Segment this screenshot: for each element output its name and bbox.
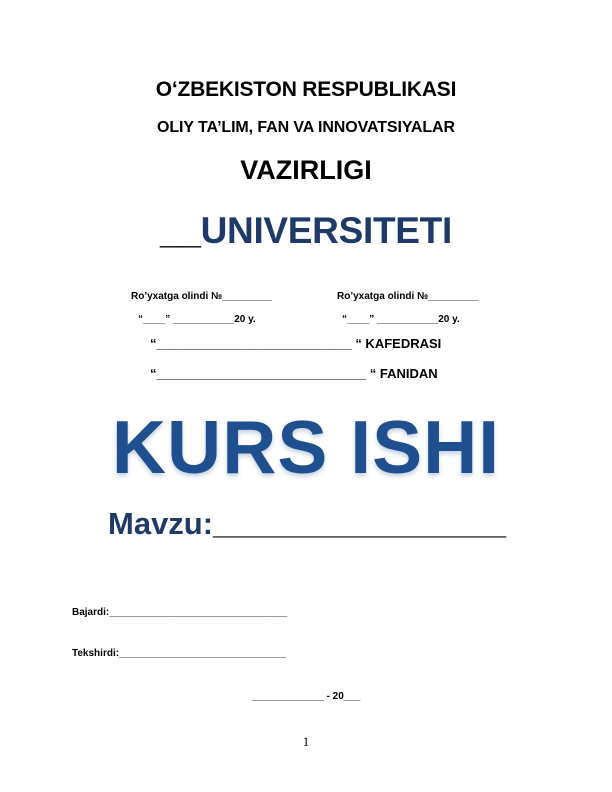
topic-line [108, 506, 506, 542]
ministry-heading: OLIY TA’LIM, FAN VA INNOVATSIYALAR [157, 119, 455, 136]
registration-number-right: Ro’yxatga olindi №_________ [337, 291, 479, 302]
topic-blank: _________________ [213, 506, 507, 541]
registration-date-left: “____” ___________20 y. [138, 314, 256, 325]
university-word: UNIVERSITETI [200, 210, 452, 251]
country-heading: O‘ZBEKISTON RESPUBLIKASI [155, 78, 457, 101]
year-line: _____________ - 20___ [251, 691, 361, 702]
registration-number-left: Ro’yxatga olindi №_________ [131, 291, 273, 302]
ministry-heading-word: VAZIRLIGI [240, 155, 372, 185]
department-line: “___________________________ “ KAFEDRASI [150, 336, 442, 351]
subject-line: “_____________________________ “ FANIDAN [150, 366, 438, 381]
checked-by-line: Tekshirdi:______________________________ [72, 648, 286, 659]
university-heading [0, 210, 612, 252]
performed-by-line: Bajardi:________________________________ [72, 607, 288, 618]
university-blank: __ [160, 210, 201, 251]
registration-date-right: “____” ___________20 y. [342, 314, 460, 325]
document-title: KURS ISHI [111, 405, 501, 489]
page-number: 1 [302, 734, 310, 749]
topic-label: Mavzu: [108, 506, 214, 541]
